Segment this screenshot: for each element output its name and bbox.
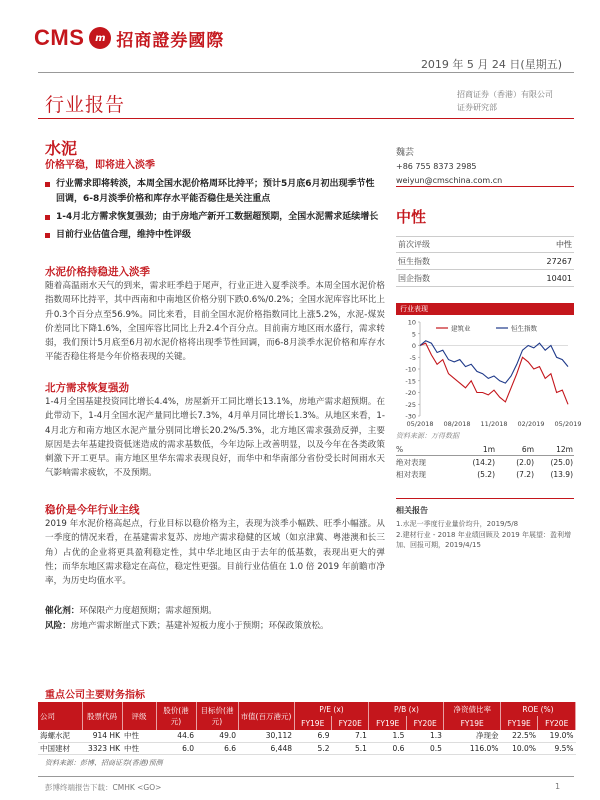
bullet-square-icon [45, 233, 50, 238]
sector-title: 水泥 [45, 139, 78, 158]
logo-mark-icon: m [89, 27, 111, 49]
firm-name: 招商证券（香港）有限公司 [457, 90, 553, 99]
y-tick-label: -25 [405, 400, 416, 409]
fin-header-cell: 公司 [38, 702, 82, 730]
fin-header-row [38, 702, 576, 716]
info-row [396, 253, 574, 270]
fin-subheader-cell: FY20E [538, 716, 576, 730]
firm-dept: 证券研究部 [457, 103, 497, 112]
fin-cell: 10.0% [500, 742, 537, 754]
fin-cell: 6.6 [196, 742, 238, 754]
analyst-info [396, 146, 502, 188]
y-tick-label: 0 [411, 342, 416, 350]
chart-source: 资料来源：万得数据 [396, 432, 459, 440]
info-row [396, 270, 574, 287]
perf-cell: (25.0) [550, 457, 573, 467]
risks-label: 风险： [45, 621, 71, 631]
section-body: 2019 年水泥价格高起点，行业目标以稳价格为主，表现为淡季小幅跌、旺季小幅涨。从一季度的情况来看，在基建需求复苏、房地产需求稳健的区域（如京津冀、粤港澳和长三角）占优的企业将更具盈利稳定性，其中华北地区由于去年的低基数，表现出更大的弹性；而华东地区需求稳定在高位，稳定性更强。目前行业估值在 1.0 倍 2019 年前瞻市净率，为历史均值水平。 [45, 519, 385, 587]
analyst-phone: +86 755 8373 2985 [396, 162, 477, 171]
analyst-divider [396, 186, 574, 187]
performance-chart [396, 316, 582, 432]
risks-text: 房地产需求断崖式下跌；基建补短板力度小于预期；环保政策放松。 [70, 621, 329, 631]
key-point-text: 行业需求即将转淡，本周全国水泥价格周环比持平；预计5月底6月初出现季节性回调，6-8月淡季价格和库存水平能否稳住是关注重点 [56, 179, 375, 204]
series-line-construction [420, 343, 568, 404]
info-value: 10401 [546, 273, 572, 283]
info-value: 中性 [556, 240, 572, 249]
y-tick-label: -20 [405, 389, 416, 397]
section-body: 1-4月全国基建投资同比增长4.4%，房屋新开工同比增长13.1%，房地产需求超预期。在此带动下，1-4月全国水泥产量同比增长7.3%，4月单月同比增长1.3%。从地区来看，1-4月北方和南方地区水泥产量分别同比增长20.2%/5.3%，北方地区需求强劲反弹，主要原因是去年基建投资低迷造成的需求基数低，今年边际上改善明显，以及今年在各类政策刺激下开工更早。南方地区里华东需求表现良好，而华中和华南部分省份受长时间雨水天气影响需求疲软，不及预期。 [45, 397, 385, 479]
key-point [45, 228, 380, 243]
fin-cell: 44.6 [156, 730, 196, 742]
x-tick-label: 11/2018 [480, 420, 508, 428]
related-report-link[interactable]: 1.水泥一季度行业量价均升，2019/5/8 [396, 520, 519, 528]
fin-header-cell: 市值(百万港元) [238, 702, 294, 730]
fin-subheader-cell: FY19E [444, 716, 501, 730]
perf-row [396, 456, 574, 468]
perf-header-cell: 1m [482, 445, 495, 454]
fin-cell: 3323 HK [82, 742, 122, 754]
info-row [396, 236, 574, 253]
perf-cell: (5.2) [477, 469, 495, 479]
fin-header-cell: ROE (%) [500, 702, 575, 716]
series-line-hsi [420, 341, 568, 383]
fin-cell: 7.1 [331, 730, 368, 742]
fin-subheader-cell: FY19E [369, 716, 406, 730]
y-tick-label: 10 [407, 318, 416, 327]
key-points [45, 177, 380, 246]
info-key: 国企指数 [398, 273, 430, 283]
bullet-square-icon [45, 215, 50, 220]
key-point [45, 210, 380, 225]
section-heading: 北方需求恢复强劲 [45, 382, 129, 394]
fin-header-cell: P/B (x) [369, 702, 444, 716]
fin-row [38, 742, 576, 754]
perf-cell: (13.9) [550, 469, 573, 479]
perf-label: 绝对表现 [396, 457, 426, 467]
x-tick-label: 02/2019 [517, 420, 545, 428]
fin-cell: 0.5 [406, 742, 443, 754]
catalysts [45, 604, 385, 618]
financials-table [38, 702, 576, 755]
perf-row [396, 468, 574, 480]
fin-subheader-cell: FY20E [406, 716, 443, 730]
related-reports-list [396, 519, 576, 551]
y-tick-label: -15 [405, 377, 416, 386]
risks [45, 619, 385, 633]
perf-cell: (2.0) [516, 457, 534, 467]
footer-divider [38, 776, 574, 777]
catalysts-text: 环保限产力度超预期；需求超预期。 [79, 606, 217, 616]
perf-header-cell: 6m [521, 445, 534, 454]
perf-cell: (7.2) [516, 469, 534, 479]
fin-header-cell: P/E (x) [294, 702, 369, 716]
report-subtitle: 价格平稳，即将进入淡季 [45, 160, 155, 171]
doc-type: 行业报告 [45, 94, 126, 116]
fin-cell: 海螺水泥 [38, 730, 82, 742]
company-logo [34, 24, 224, 52]
fin-row [38, 730, 576, 742]
firm-info [457, 88, 562, 114]
fin-cell: 22.5% [500, 730, 537, 742]
fin-cell: 0.6 [369, 742, 406, 754]
fin-header-cell: 目标价(港元) [196, 702, 238, 730]
fin-subheader-cell: FY19E [500, 716, 537, 730]
perf-label: 相对表现 [396, 469, 426, 479]
section-heading: 稳价是今年行业主线 [45, 504, 140, 516]
fin-subheader-cell: FY20E [331, 716, 368, 730]
page-number: 1 [555, 782, 561, 791]
info-key: 前次评级 [398, 240, 430, 249]
info-key: 恒生指数 [398, 256, 430, 266]
fin-subheader-cell: FY19E [294, 716, 331, 730]
footer-text: 彭博终端报告下载：CMHK <GO> [45, 783, 162, 792]
perf-cell: (14.2) [472, 457, 495, 467]
fin-cell: 914 HK [82, 730, 122, 742]
fin-cell: 5.2 [294, 742, 331, 754]
fin-header-cell: 股票代码 [82, 702, 122, 730]
fin-cell: 30,112 [238, 730, 294, 742]
fin-cell: 49.0 [196, 730, 238, 742]
info-value: 27267 [546, 256, 572, 266]
perf-header-row [396, 444, 574, 456]
related-divider [396, 498, 574, 499]
key-point [45, 177, 380, 207]
fin-header-cell: 净资债比率 [444, 702, 501, 716]
header-divider [38, 72, 574, 73]
related-report-link[interactable]: 2.建材行业 - 2018 年业绩回顾及 2019 年展望：盈利增加、回报可期，2019/4/15 [396, 530, 571, 549]
market-info-table [396, 236, 574, 287]
report-date: 2019 年 5 月 24 日(星期五) [420, 58, 562, 71]
y-tick-label: -5 [409, 353, 416, 362]
section-body: 随着高温雨水天气的到来，需求旺季趋于尾声，行业正进入夏季淡季。本周全国水泥价格指数周环比持平，其中西南和中南地区价格分别下跌0.6%/0.2%；全国水泥库容比环比上升0.3个百分点至56.9%。同比来看，目前全国水泥价格指数同比上涨5.2%，水泥-煤炭价差同比下降1.6%，全国库容比同比上升2.4个百分点。目前南方地区雨水盛行，需求转弱，我们预计5月底至6月初水泥价格将出现季节性回调，而6-8月淡季水泥价格和库存水平能否稳住将是今年价格表现的关键。 [45, 281, 385, 363]
perf-header-cell: 12m [556, 445, 573, 454]
fin-header-cell: 股价(港元) [156, 702, 196, 730]
chart-title-bar: 行业表现 [396, 303, 574, 315]
x-tick-label: 05/2019 [554, 420, 582, 428]
performance-table [396, 444, 574, 480]
y-tick-label: 5 [411, 330, 416, 339]
fin-cell: 中性 [122, 742, 156, 754]
fin-cell: 净现金 [444, 730, 501, 742]
related-reports-title: 相关报告 [396, 506, 428, 515]
analyst-email: weiyun@cmschina.com.cn [396, 176, 503, 185]
key-point-text: 1-4月北方需求恢复强劲；由于房地产新开工数据超预期，全国水泥需求延续增长 [56, 212, 379, 222]
financials-title: 重点公司主要财务指标 [45, 690, 145, 701]
fin-header-cell: 评级 [122, 702, 156, 730]
y-tick-label: -30 [405, 412, 416, 421]
logo-text-en: CMS [34, 25, 85, 50]
x-tick-label: 08/2018 [443, 420, 471, 428]
perf-header-cell: % [396, 445, 404, 454]
fin-cell: 1.5 [369, 730, 406, 742]
catalysts-label: 催化剂： [45, 606, 80, 616]
bullet-square-icon [45, 182, 50, 187]
rating: 中性 [396, 208, 427, 226]
y-tick-label: -10 [405, 365, 416, 374]
fin-cell: 6.9 [294, 730, 331, 742]
fin-cell: 6,448 [238, 742, 294, 754]
section-heading: 水泥价格持稳进入淡季 [45, 266, 150, 278]
fin-cell: 9.5% [538, 742, 576, 754]
fin-cell: 5.1 [331, 742, 368, 754]
financials-source: 资料来源：彭博、招商证券(香港)预测 [45, 759, 163, 767]
fin-cell: 6.0 [156, 742, 196, 754]
fin-cell: 中性 [122, 730, 156, 742]
x-tick-label: 05/2018 [406, 420, 434, 428]
logo-text-cn: 招商證券國際 [116, 30, 225, 51]
legend-label: 建筑业 [451, 324, 471, 333]
legend-label: 恒生指数 [511, 324, 537, 333]
fin-cell: 1.3 [406, 730, 443, 742]
fin-cell: 116.0% [444, 742, 501, 754]
analyst-name: 魏芸 [396, 148, 415, 158]
fin-cell: 19.0% [538, 730, 576, 742]
fin-cell: 中国建材 [38, 742, 82, 754]
key-point-text: 目前行业估值合理，维持中性评级 [56, 230, 192, 240]
title-divider [38, 118, 574, 119]
